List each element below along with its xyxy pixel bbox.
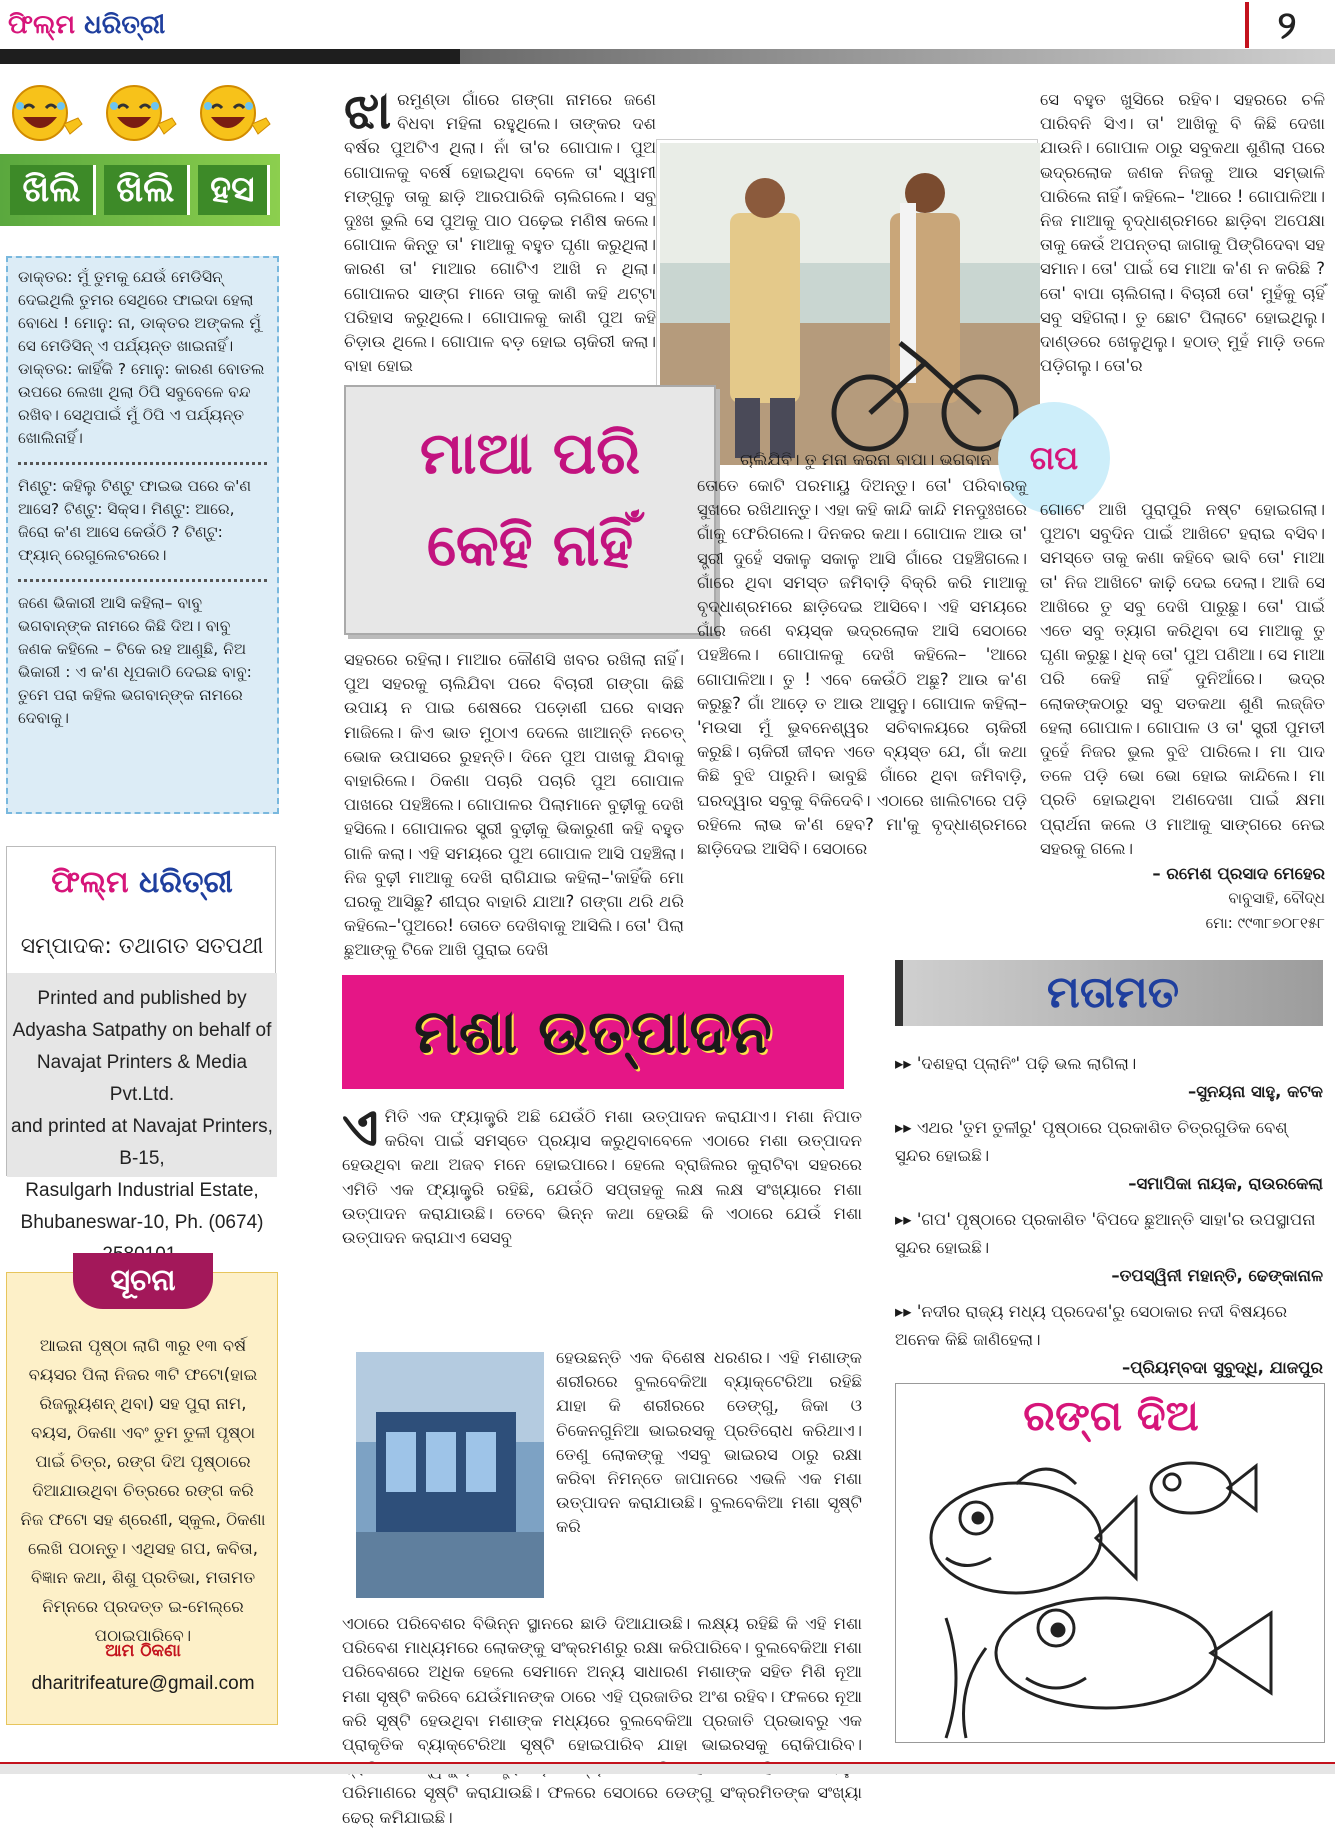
opinion-signature: –ସମାପିକା ନାୟକ, ରାଉରକେଲା xyxy=(1128,1174,1323,1193)
opinion-signature: –ପ୍ରିୟମ୍ବଦା ସୁବୁଦ୍ଧି, ଯାଜପୁର xyxy=(1121,1358,1323,1377)
story-text: ରମୁଣ୍ଡା ଗାଁରେ ଗଙ୍ଗା ନାମରେ ଜଣେ ବିଧବା ମହିଳା ରହୁଥିଲେ। ତାଙ୍କର ଦଶ ବର୍ଷର ପୁଅଟିଏ ଥିଲା। ନାଁ ତା'ର ଗୋପାଳ। ପୁଅ ଗୋପାଳକୁ ବର୍ଷେ ହୋଇଥିବା ବେଳେ ତା' ସ୍ୱାମୀ ମଙ୍ଗୁଳୁ ତାକୁ ଛାଡ଼ି ଆରପାରିକି ଚାଲିଗଲେ। ସବୁ ଦୁଃଖ ଭୁଲି ସେ ପୁଅକୁ ପାଠ ପଢ଼େଇ ମଣିଷ କଲେ। ଗୋପାଳ କିନ୍ତୁ ତା' ମାଆକୁ ବହୁତ ଘୃଣା କରୁଥିଲା। କାରଣ ତା' ମାଆର ଗୋଟିଏ ଆଖି ନ ଥିଲା। ଗୋପାଳର ସାଙ୍ଗ ମାନେ ତାକୁ କାଣି କହି ଥଟ୍ଟା ପରିହାସ କରୁଥିଲେ। ଗୋପାଳକୁ କାଣି ପୁଅ କହି ଚିଡ଼ାଉ ଥିଲେ। ଗୋପାଳ ବଡ଼ ହୋଇ ଚାକିରୀ କଲା। ବାହା ହୋଇ xyxy=(344,90,656,376)
author-name: – ରମେଶ ପ୍ରସାଦ ମେହେର xyxy=(1152,864,1325,883)
brand-part2: ଧରିତ୍ରୀ xyxy=(84,10,166,40)
opinion-item xyxy=(895,1114,1323,1170)
printer-imprint xyxy=(7,973,277,1233)
joke: ଡାକ୍ତର: ମୁଁ ତୁମକୁ ଯେଉଁ ମେଡିସିନ୍ ଦେଇଥିଲି ତୁମର ସେଥିରେ ଫାଇଦା ହେଲା ବୋଧେ ! ମୋନୁ: ନା, ଡାକ୍ତର ଅଙ୍କଲ ମୁଁ ସେ ମେଡିସିନ୍ ଏ ପର୍ଯ୍ୟନ୍ତ ଖାଇନାହିଁ। ଡାକ୍ତର: କାହିଁକି ? ମୋନୁ: କାରଣ ବୋତଲ ଉପରେ ଲେଖା ଥିଲା ଠିପି ସବୁବେଳେ ବନ୍ଦ ରଖିବ। ସେଥିପାଇଁ ମୁଁ ଠିପି ଏ ପର୍ଯ୍ୟନ୍ତ ଖୋଲିନାହିଁ। xyxy=(18,268,265,447)
logo-part1: ଫିଲ୍ମ xyxy=(51,865,129,900)
notice-box xyxy=(6,1263,278,1725)
footer-rule xyxy=(0,1762,1335,1774)
address-label: ଆମ ଠିକଣା xyxy=(105,1641,181,1661)
divider xyxy=(18,579,267,582)
laughing-emoji-icon xyxy=(6,82,86,144)
article-wrap: ହେଉଛନ୍ତି ଏକ ବିଶେଷ ଧରଣର। ଏହି ମଶାଙ୍କ ଶରୀରରେ ବୁଲବେକିଆ ବ୍ୟାକ୍ଟେରିଆ ରହିଛି ଯାହା କି ଶରୀରରେ ଡେଙ୍ଗୁ, ଜିକା ଓ ଚିକେନଗୁନିଆ ଭାଇରସକୁ ପ୍ରତିରୋଧ କରିଥାଏ। ତେଣୁ ଲୋକଙ୍କୁ ଏସବୁ ଭାଇରସ ଠାରୁ ରକ୍ଷା କରିବା ନିମନ୍ତେ ଜାପାନରେ ଏଭଳି ଏକ ମଶା ଉତ୍ପାଦନ କରାଯାଉଛି। ବୁଲବେକିଆ ମଶା ସୃଷ୍ଟି କରି xyxy=(556,1348,862,1537)
story-column: ଚାଲିଯିବି। ତୁ ମନା କରନା ବାପା। ଭଗବାନ xyxy=(740,450,992,469)
notice-body: ଆଇନା ପୃଷ୍ଠା ଲାଗି ୩ରୁ ୧୩ ବର୍ଷ ବୟସର ପିଲା ନିଜର ୩ଟି ଫଟୋ(ହାଇ ରିଜଲ୍ୟୁଶନ୍ ଥିବା) ସହ ପୁରା ନାମ, ବୟସ, ଠିକଣା ଏବଂ ତୁମ ତୁଳୀ ପୃଷ୍ଠା ପାଇଁ ଚିତ୍ର, ରଙ୍ଗ ଦିଅ ପୃଷ୍ଠାରେ ଦିଆଯାଉଥିବା ଚିତ୍ରରେ ରଙ୍ଗ କରି ନିଜ ଫଟୋ ସହ ଶ୍ରେଣୀ, ସ୍କୁଲ, ଠିକଣା ଲେଖି ପଠାନ୍ତୁ। ଏଥିସହ ଗପ, କବିତା, ବିଜ୍ଞାନ କଥା, ଶିଶୁ ପ୍ରତିଭା, ମତାମତ ନିମ୍ନରେ ପ୍ରଦତ୍ତ ଇ-ମେଲ୍‌ରେ ପଠାଇପାରିବେ। xyxy=(20,1336,266,1645)
title-word: ଖିଲି xyxy=(10,165,95,215)
masthead-box xyxy=(6,846,276,1233)
brand-logo xyxy=(8,6,193,44)
story-column: ଗୋଟେ ଆଖି ପୁରାପୁରି ନଷ୍ଟ ହୋଇଗଲା। ପୁଅଟା ସବୁଦିନ ପାଇଁ ଆଖିଟେ ହରାଇ ବସିବ। ସମସ୍ତେ ତାକୁ କଣା କହିବେ ଭାବି ତୋ' ମାଆ ତା' ନିଜ ଆଖିଟେ କାଢ଼ି ଦେଇ ଦେଲା। ଆଜି ସେ ଆଖିରେ ତୁ ସବୁ ଦେଖି ପାରୁଛୁ। ତୋ' ପାଇଁ ଏତେ ସବୁ ତ୍ୟାଗ କରିଥିବା ସେ ମାଆକୁ ତୁ ଘୃଣା କରୁଛୁ। ଧିକ୍ ତୋ' ପୁଅ ପଣିଆ। ସେ ମାଆ ପରି କେହି ନାହିଁ ଦୁନିଆଁରେ। ଭଦ୍ର ଲୋକଙ୍କଠାରୁ ସବୁ ସତକଥା ଶୁଣି ଲଜ୍ଜିତ ହେଲା ଗୋପାଳ। ଗୋପାଳ ଓ ତା' ସ୍ତ୍ରୀ ପୁମତୀ ଦୁହେଁ ନିଜର ଭୁଲ ବୁଝି ପାରିଲେ। ମା ପାଦ ତଳେ ପଡ଼ି ଭୋ ଭୋ ହୋଇ କାନ୍ଦିଲେ। ମା ପ୍ରତି ହୋଇଥିବା ଅଣଦେଖା ପାଇଁ କ୍ଷମା ପ୍ରାର୍ଥନା କଲେ ଓ ମାଆକୁ ସାଙ୍ଗରେ ନେଇ ସହରକୁ ଗଲେ। xyxy=(1040,500,1325,858)
bullet-icon: ▸▸ xyxy=(895,1118,917,1137)
imprint-line: Bhubaneswar-10, Ph. (0674) xyxy=(20,1212,264,1233)
header-rule-dark xyxy=(0,49,460,64)
opinion-signature: –ସୁନୟନା ସାହୁ, କଟକ xyxy=(1188,1082,1323,1101)
headline-line: କେହି ନାହିଁ xyxy=(426,511,634,579)
masthead-logo xyxy=(7,847,277,919)
jokes-box xyxy=(6,256,279,814)
article-intro xyxy=(342,1098,862,1347)
article-text: ମିତି ଏକ ଫ୍ୟାକ୍ଟ୍ରି ଅଛି ଯେଉଁଠି ମଶା ଉତ୍ପାଦନ କରାଯାଏ। ମଶା ନିପାତ କରିବା ପାଇଁ ସମସ୍ତେ ପ୍ରୟାସ କରୁଥିବାବେଳେ ଏଠାରେ ମଶା ଉତ୍ପାଦନ ହେଉଥିବା କଥା ଅଜବ ମନେ ହୋଇପାରେ। ହେଲେ ବ୍ରାଜିଲର କୁରାଟିବା ସହରରେ ଏମିତି ଏକ ଫ୍ୟାକ୍ଟ୍ରି ରହିଛି, ଯେଉଁଠି ସପ୍ତାହକୁ ଲକ୍ଷ ଲକ୍ଷ ସଂଖ୍ୟାରେ ମଶା ଉତ୍ପାଦନ କରାଯାଉଛି। ତେବେ ଭିନ୍ନ କଥା ହେଉଛି କି ଏଠାରେ ଯେଉଁ ମଶା ଉତ୍ପାଦନ କରାଯାଏ ସେସବୁ xyxy=(342,1107,862,1248)
colouring-box xyxy=(895,1383,1325,1743)
opinion-text: 'ନଦୀର ରାଜ୍ୟ ମଧ୍ୟ ପ୍ରଦେଶ'ରୁ ସେଠାକାର ନଦୀ ବିଷୟରେ ଅନେକ କିଛି ଜାଣିହେଲା। xyxy=(895,1302,1288,1349)
notice-title: ସୂଚନା xyxy=(73,1253,213,1309)
joke: ଜଣେ ଭିକାରୀ ଆସି କହିଲା– ବାବୁ ଭଗବାନ୍ଙ୍କ ନାମରେ କିଛି ଦିଅ। ବାବୁ ଜଣକ କହିଲେ – ଟିକେ ରହ ଆଣୁଛି, ନିଅ ଭିକାରୀ : ଏ କ'ଣ ଧୂପକାଠି ଦେଇଛ ବାବୁ: ତୁମେ ପରା କହିଲ ଭଗବାନ୍ଙ୍କ ନାମରେ ଦେବାକୁ। xyxy=(18,594,252,727)
headline-line: ମାଆ ପରି xyxy=(419,419,641,487)
story-headline xyxy=(344,385,716,635)
opinions-list xyxy=(895,1050,1323,1390)
brand-part1: ଫିଲ୍ମ xyxy=(8,10,76,40)
story-column: ସହରରେ ରହିଲା। ମାଆର କୌଣସି ଖବର ରଖିଲା ନାହିଁ। ପୁଅ ସହରକୁ ଚାଲିଯିବା ପରେ ବିଚାରୀ ଗଙ୍ଗା କିଛି ଉପାୟ ନ ପାଇ ଶେଷରେ ପଡ଼ୋଶୀ ଘରେ ବାସନ ମାଜିଲେ। କିଏ ଭାତ ମୁଠାଏ ଦେଲେ ଖାଆନ୍ତି ନଚେତ୍ ଭୋକ ଉପାସରେ ରୁହନ୍ତି। ଦିନେ ପୁଅ ପାଖକୁ ଯିବାକୁ ବାହାରିଲେ। ଠିକଣା ପଚାରି ପଚାରି ପୁଅ ଗୋପାଳ ପାଖରେ ପହଞ୍ଚିଲେ। ଗୋପାଳର ପିଲାମାନେ ବୁଢ଼ୀକୁ ଦେଖି ହସିଲେ। ଗୋପାଳର ସ୍ତ୍ରୀ ବୁଢ଼ୀକୁ ଭିକାରୁଣୀ କହି ବହୁତ ଗାଳି କଲା। ଏହି ସମୟରେ ପୁଅ ଗୋପାଳ ଆସି ପହଞ୍ଚିଲା। ନିଜ ବୁଢ଼ୀ ମାଆକୁ ଦେଖି ରାଗିଯାଇ କହିଲା–'କାହିଁକି ମୋ ଘରକୁ ଆସିଛୁ? ଶୀଘ୍ର ବାହାରି ଯାଆ? ଗଙ୍ଗା ଥରି ଥରି କହିଲେ–'ପୁଅରେ! ତୋତେ ଦେଖିବାକୁ ଆସିଲି। ତୋ' ପିଲା ଛୁଆଙ୍କୁ ଟିକେ ଆଖି ପୁରାଇ ଦେଖି xyxy=(344,650,684,960)
contact-email[interactable]: dharitrifeature@gmail.com xyxy=(31,1673,255,1694)
divider xyxy=(18,462,267,465)
bullet-icon: ▸▸ xyxy=(895,1054,917,1073)
factory-photo xyxy=(356,1352,544,1598)
laughing-emoji-icon xyxy=(100,82,180,144)
opinion-text: 'ଗପ' ପୃଷ୍ଠାରେ ପ୍ରକାଶିତ 'ବିପଦେ ଛୁଆନ୍ତି ସାହା'ର ଉପସ୍ଥାପନା ସୁନ୍ଦର ହୋଇଛି। xyxy=(895,1210,1316,1257)
story-column: ତୋତେ କୋଟି ପରମାୟୁ ଦିଅନ୍ତୁ। ତୋ' ପରିବାରକୁ ସୁଖରେ ରଖିଥାନ୍ତୁ। ଏହା କହି କାନ୍ଦି କାନ୍ଦି ମନଦୁଃଖରେ ଗାଁକୁ ଫେରିଗଲେ। ଦିନକର କଥା। ଗୋପାଳ ଆଉ ତା' ସ୍ତ୍ରୀ ଦୁହେଁ ସକାଳୁ ସକାଳୁ ଆସି ଗାଁରେ ପହଞ୍ଚିଗଲେ। ଗାଁରେ ଥିବା ସମସ୍ତ ଜମିବାଡ଼ି ବିକ୍ରି କରି ମାଆକୁ ବୃଦ୍ଧାଶ୍ରମରେ ଛାଡ଼ିଦେଇ ଆସିବେ। ଏହି ସମୟରେ ଗାଁର ଜଣେ ବୟସ୍କ ଭଦ୍ରଲୋକ ଆସି ସେଠାରେ ପହଞ୍ଚିଲେ। ଗୋପାଳକୁ ଦେଖି କହିଲେ– 'ଆରେ ଗୋପାଳିଆ। ତୁ ! ଏବେ କେଉଁଠି ଅଛୁ? ଆଉ କ'ଣ କରୁଛୁ? ଗାଁ ଆଡ଼େ ତ ଆଉ ଆସୁନୁ। ଗୋପାଳ କହିଲା– 'ମଉସା ମୁଁ ଭୁବନେଶ୍ୱର ସଚିବାଳୟରେ ଚାକିରୀ କରୁଛି। ଚାକିରୀ ଜୀବନ ଏତେ ବ୍ୟସ୍ତ ଯେ, ଗାଁ କଥା କିଛି ବୁଝି ପାରୁନି। ଭାବୁଛି ଗାଁରେ ଥିବା ଜମିବାଡ଼ି, ଘରଦ୍ୱାର ସବୁକୁ ବିକିଦେବି। ଏଠାରେ ଖାଲିଟାରେ ପଡ଼ି ରହିଲେ ଲାଭ କ'ଣ ହେବ? ମା'କୁ ବୃଦ୍ଧାଶ୍ରମରେ ଛାଡ଼ିଦେଇ ଆସିବି। ସେଠାରେ xyxy=(697,476,1027,859)
page-number: ୨ xyxy=(1245,2,1325,48)
opinion-item xyxy=(895,1050,1323,1078)
opinion-text: ଏଥର 'ତୁମ ତୁଳୀରୁ' ପୃଷ୍ଠାରେ ପ୍ରକାଶିତ ଚିତ୍ରଗୁଡିକ ବେଶ୍ ସୁନ୍ଦର ହୋଇଛି। xyxy=(895,1118,1288,1165)
editor-credit: ସମ୍ପାଦକ: ତଥାଗତ ସତପଥୀ xyxy=(20,934,264,959)
author-address: ବାବୁସାହି, ବୌଦ୍ଧ xyxy=(1228,889,1325,907)
laughing-emoji-icon xyxy=(194,82,274,144)
drop-cap: ଝା xyxy=(344,81,392,141)
article-text: ଏଠାରେ ପରିବେଶର ବିଭିନ୍ନ ସ୍ଥାନରେ ଛାଡି ଦିଆଯାଉଛି। ଲକ୍ଷ୍ୟ ରହିଛି କି ଏହି ମଶା ପରିବେଶ ମାଧ୍ୟମରେ ଲୋକଙ୍କୁ ସଂକ୍ରମଣରୁ ରକ୍ଷା କରିପାରିବେ। ବୁଲବେକିଆ ମଶା ପରିବେଶରେ ଅଧିକ ହେଲେ ସେମାନେ ଅନ୍ୟ ସାଧାରଣ ମଶାଙ୍କ ସହିତ ମିଶି ନୂଆ ମଶା ସୃଷ୍ଟି କରିବେ ଯେଉଁମାନଙ୍କ ଠାରେ ଏହି ପ୍ରଜାତିର ଅଂଶ ରହିବ। ଫଳରେ ନୂଆ କରି ସୃଷ୍ଟି ହେଉଥିବା ମଶାଙ୍କ ମଧ୍ୟରେ ବୁଲବେକିଆ ପ୍ରଜାତି ପ୍ରଭାବରୁ ଏକ ପ୍ରାକୃତିକ ବ୍ୟାକ୍ଟେରିଆ ସୃଷ୍ଟି ହୋଇପାରିବ ଯାହା ଭାଇରସକୁ ରୋକିପାରିବ। ପରିମାଣରେ ସୃଷ୍ଟି କରାଯାଉଛି। ଫଳରେ ସେଠାରେ ଡେଙ୍ଗୁ ସଂକ୍ରମିତଙ୍କ ସଂଖ୍ୟା ଢେର୍ କମିଯାଇଛି। xyxy=(342,1614,862,1827)
imprint-line: Adyasha Satpathy on behalf of xyxy=(12,1020,272,1041)
story-column: ସେ ବହୁତ ଖୁସିରେ ରହିବ। ସହରରେ ଚଳି ପାରିବନି ସିଏ। ତା' ଆଖିକୁ ବି କିଛି ଦେଖା ଯାଉନି। ଗୋପାଳ ଠାରୁ ସବୁକଥା ଶୁଣିଲା ପରେ ଭଦ୍ରଲୋକ ଜଣକ ନିଜକୁ ଆଉ ସମ୍ଭାଳି ପାରିଲେ ନାହିଁ। କହିଲେ– 'ଆରେ ! ଗୋପାଳିଆ। ନିଜ ମାଆକୁ ବୃଦ୍ଧାଶ୍ରମରେ ଛାଡ଼ିବା ଅପେକ୍ଷା ତାକୁ କେଉଁ ଅପନ୍ତରା ଜାଗାକୁ ପିଙ୍ଗିଦେବା ସହ ସମାନ। ତୋ' ପାଇଁ ସେ ମାଆ କ'ଣ ନ କରିଛି ? ତୋ' ବାପା ଚାଲିଗଲା। ବିଚାରୀ ତୋ' ମୁହଁକୁ ଚାହିଁ ସବୁ ସହିଗଲା। ତୁ ଛୋଟ ପିଲାଟେ ହୋଇଥିଲୁ। ଦାଣ୍ଡରେ ଖେଳୁଥିଲୁ। ହଠାତ୍ ମୁହଁ ମାଡ଼ି ତଳେ ପଡ଼ିଗଲୁ। ତୋ'ର xyxy=(1040,90,1325,376)
section-badge: ଗପ xyxy=(998,402,1110,514)
opinion-signature: –ତପସ୍ୱିନୀ ମହାନ୍ତି, ଢେଙ୍କାନାଳ xyxy=(1111,1266,1323,1285)
bullet-icon: ▸▸ xyxy=(895,1210,917,1229)
fish-drawing xyxy=(906,1448,1316,1738)
header-rule-grey xyxy=(460,49,1335,64)
opinions-title: ମତାମତ xyxy=(895,960,1323,1026)
opinion-text: 'ଦଶହରା ପ୍ଲାନିଂ' ପଢ଼ି ଭଲ ଲାଗିଲା। xyxy=(916,1054,1137,1073)
opinion-item xyxy=(895,1298,1323,1354)
story-column xyxy=(344,81,656,376)
title-word: ହସ xyxy=(198,165,269,215)
title-word: ଖିଲି xyxy=(104,165,189,215)
mosquito-headline: ମଶା ଉତ୍ପାଦନ xyxy=(342,975,844,1089)
imprint-line: Printed and published by xyxy=(37,988,247,1009)
imprint-line: Navajat Printers & Media Pvt.Ltd. xyxy=(36,1052,248,1105)
author-phone: ମୋ: ୯୯୩୮୭୦୮୧୫୮ xyxy=(1205,914,1325,932)
bullet-icon: ▸▸ xyxy=(895,1302,917,1321)
imprint-line: Rasulgarh Industrial Estate, xyxy=(25,1180,259,1201)
joke: ମିଣ୍ଟୁ: କହିଲୁ ଟିଣ୍ଟୁ ଫାଇଭ ପରେ କ'ଣ ଆସେ? ଟିଣ୍ଟୁ: ସିକ୍ସ। ମିଣ୍ଟୁ: ଆରେ, ଜିରୋ କ'ଣ ଆସେ କେଉଁଠି ? ଟିଣ୍ଟୁ: ଫ୍ୟାନ୍ ରେଗୁଲେଟରରେ। xyxy=(18,477,252,564)
colouring-title: ରଙ୍ଗ ଦିଅ xyxy=(1023,1391,1199,1440)
drop-cap: ଏ xyxy=(342,1098,379,1158)
jokes-section-title xyxy=(0,150,280,230)
imprint-line: and printed at Navajat Printers, B-15, xyxy=(11,1116,273,1169)
logo-part2: ଧରିତ୍ରୀ xyxy=(139,865,233,900)
opinion-item xyxy=(895,1206,1323,1262)
